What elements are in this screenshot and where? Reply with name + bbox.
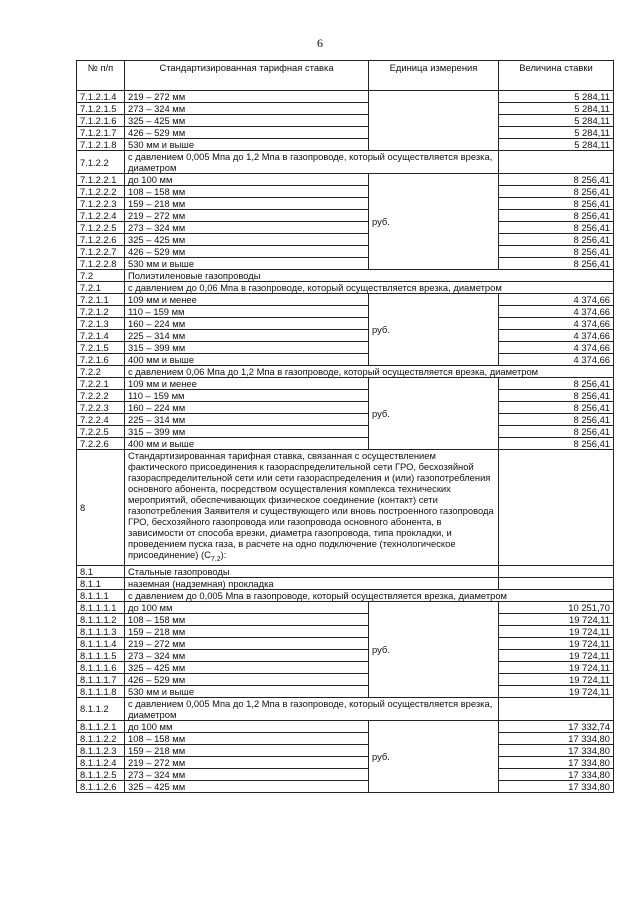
row-value: 17 334,80 (499, 744, 614, 756)
section-value-empty (499, 565, 614, 577)
section-title: Стальные газопроводы (125, 565, 499, 577)
row-code: 8.1.1.2.2 (77, 732, 125, 744)
section-value-empty (499, 151, 614, 174)
table-row (77, 306, 614, 318)
row-code: 7.1.2.2.3 (77, 198, 125, 210)
table-row (77, 115, 614, 127)
row-diameter: до 100 мм (125, 720, 369, 732)
row-code: 7.2.2.2 (77, 390, 125, 402)
table-row (77, 103, 614, 115)
row-diameter: 159 – 218 мм (125, 625, 369, 637)
table-row (77, 222, 614, 234)
row-value: 5 284,11 (499, 91, 614, 103)
row-code: 7.1.2.2.8 (77, 258, 125, 270)
row-value: 8 256,41 (499, 378, 614, 390)
section-value-empty (499, 577, 614, 589)
row-diameter: 110 – 159 мм (125, 390, 369, 402)
row-value: 17 334,80 (499, 732, 614, 744)
row-value: 19 724,11 (499, 637, 614, 649)
row-value: 8 256,41 (499, 246, 614, 258)
row-diameter: 160 – 224 мм (125, 318, 369, 330)
table-row (77, 780, 614, 792)
row-diameter: 530 мм и выше (125, 258, 369, 270)
table-row (77, 390, 614, 402)
row-diameter: 108 – 158 мм (125, 186, 369, 198)
row-value: 5 284,11 (499, 139, 614, 151)
table-row (77, 732, 614, 744)
section-row (77, 366, 614, 378)
row-diameter: 160 – 224 мм (125, 402, 369, 414)
row-value: 5 284,11 (499, 103, 614, 115)
row-value: 8 256,41 (499, 402, 614, 414)
row-value: 8 256,41 (499, 414, 614, 426)
row-diameter: 325 – 425 мм (125, 780, 369, 792)
row-code: 7.2.2.6 (77, 438, 125, 450)
row-diameter: 159 – 218 мм (125, 744, 369, 756)
table-row (77, 685, 614, 697)
row-value: 8 256,41 (499, 210, 614, 222)
row-diameter: 109 мм и менее (125, 378, 369, 390)
row-code: 7.1.2.1.6 (77, 115, 125, 127)
row-code: 7.1.2.2.4 (77, 210, 125, 222)
section-code: 7.2.1 (77, 282, 125, 294)
row-diameter: до 100 мм (125, 601, 369, 613)
row-value: 19 724,11 (499, 625, 614, 637)
row-diameter: 110 – 159 мм (125, 306, 369, 318)
table-row (77, 720, 614, 732)
row-diameter: 219 – 272 мм (125, 637, 369, 649)
table-row (77, 744, 614, 756)
table-row (77, 649, 614, 661)
row-value: 8 256,41 (499, 438, 614, 450)
table-row (77, 246, 614, 258)
row-value: 8 256,41 (499, 222, 614, 234)
row-unit: руб. (369, 720, 499, 792)
section-value-empty (499, 450, 614, 566)
row-diameter: 225 – 314 мм (125, 414, 369, 426)
row-code: 7.1.2.2.2 (77, 186, 125, 198)
section-title: наземная (надземная) прокладка (125, 577, 499, 589)
row-value: 8 256,41 (499, 426, 614, 438)
row-value: 4 374,66 (499, 306, 614, 318)
table-row (77, 139, 614, 151)
row-value: 8 256,41 (499, 234, 614, 246)
row-code: 7.2.1.2 (77, 306, 125, 318)
row-code: 7.1.2.1.5 (77, 103, 125, 115)
row-code: 7.2.2.1 (77, 378, 125, 390)
table-row (77, 426, 614, 438)
row-code: 8.1.1.1.8 (77, 685, 125, 697)
row-diameter: 325 – 425 мм (125, 234, 369, 246)
table-row (77, 756, 614, 768)
row-code: 7.2.1.4 (77, 330, 125, 342)
row-code: 8.1.1.2.3 (77, 744, 125, 756)
row-code: 7.1.2.1.7 (77, 127, 125, 139)
row-diameter: 426 – 529 мм (125, 246, 369, 258)
row-value: 5 284,11 (499, 115, 614, 127)
row-diameter: до 100 мм (125, 174, 369, 186)
row-diameter: 530 мм и выше (125, 139, 369, 151)
row-unit: руб. (369, 378, 499, 450)
row-diameter: 530 мм и выше (125, 685, 369, 697)
table-row (77, 330, 614, 342)
row-diameter: 400 мм и выше (125, 354, 369, 366)
section-code: 8.1 (77, 565, 125, 577)
row-value: 8 256,41 (499, 390, 614, 402)
section-title: с давлением 0,005 Мпа до 1,2 Мпа в газопроводе, который осуществляется врезка, диаметром (125, 151, 499, 174)
section-row (77, 151, 614, 174)
row-diameter: 225 – 314 мм (125, 330, 369, 342)
section-text-tail: ): (220, 549, 227, 560)
row-value: 4 374,66 (499, 354, 614, 366)
row-diameter: 273 – 324 мм (125, 222, 369, 234)
row-diameter: 325 – 425 мм (125, 661, 369, 673)
row-value: 17 334,80 (499, 768, 614, 780)
row-diameter: 315 – 399 мм (125, 426, 369, 438)
row-diameter: 109 мм и менее (125, 294, 369, 306)
table-row (77, 673, 614, 685)
row-code: 7.1.2.2.1 (77, 174, 125, 186)
tariff-table (76, 60, 614, 793)
row-diameter: 108 – 158 мм (125, 613, 369, 625)
table-row (77, 318, 614, 330)
row-value: 19 724,11 (499, 685, 614, 697)
table-row (77, 613, 614, 625)
row-code: 7.2.2.4 (77, 414, 125, 426)
table-row (77, 342, 614, 354)
row-code: 8.1.1.2.5 (77, 768, 125, 780)
section-subscript: 7.2 (210, 555, 221, 563)
page-number: 6 (317, 36, 323, 50)
row-code: 8.1.1.1.3 (77, 625, 125, 637)
section-code: 8.1.1.2 (77, 697, 125, 720)
section-row (77, 450, 614, 566)
row-diameter: 219 – 272 мм (125, 91, 369, 103)
row-value: 17 334,80 (499, 780, 614, 792)
section-row (77, 565, 614, 577)
header-unit: Единица измерения (369, 61, 499, 91)
table-row (77, 601, 614, 613)
section-row (77, 270, 614, 282)
section-title: с давлением до 0,005 Мпа в газопроводе, который осуществляется врезка, диаметром (125, 589, 614, 601)
row-unit: руб. (369, 601, 499, 697)
table-row (77, 625, 614, 637)
row-code: 8.1.1.1.4 (77, 637, 125, 649)
row-code: 8.1.1.1.6 (77, 661, 125, 673)
table-header-row (77, 61, 614, 91)
header-num: № п/п (77, 61, 125, 91)
section-row (77, 282, 614, 294)
section-row (77, 589, 614, 601)
row-code: 8.1.1.2.1 (77, 720, 125, 732)
row-value: 4 374,66 (499, 330, 614, 342)
section-row (77, 577, 614, 589)
section-title: с давлением 0,06 Мпа до 1,2 Мпа в газопроводе, который осуществляется врезка, диаметром (125, 366, 614, 378)
section-code: 8.1.1 (77, 577, 125, 589)
row-code: 8.1.1.1.2 (77, 613, 125, 625)
table-row (77, 91, 614, 103)
row-value: 17 332,74 (499, 720, 614, 732)
row-diameter: 159 – 218 мм (125, 198, 369, 210)
section-title: Полиэтиленовые газопроводы (125, 270, 614, 282)
table-row (77, 234, 614, 246)
table-row (77, 378, 614, 390)
row-diameter: 325 – 425 мм (125, 115, 369, 127)
row-code: 7.2.1.1 (77, 294, 125, 306)
row-value: 8 256,41 (499, 174, 614, 186)
section-row (77, 697, 614, 720)
table-row (77, 438, 614, 450)
row-unit (369, 91, 499, 151)
table-row (77, 414, 614, 426)
row-diameter: 315 – 399 мм (125, 342, 369, 354)
section-text: Стандартизированная тарифная ставка, связанная с осуществлением фактического присоединения к газораспределительной сети ГРО, бесхозяйной газораспределительной сети или сети газораспределения и (или) газопотребления основного абонента, посредством осуществления комплекса технических мероприятий, обеспечивающих физическое соединение (контакт) сети газопотребления Заявителя и существующего или вновь построенного газопровода ГРО, бесхозяйного газопровода или газопровода основного абонента, в зависимости от способа врезки, диаметра газопровода, типа прокладки, и проведением пуска газа, в расчете на одно подключение (технологическое присоединение) (C (128, 450, 494, 560)
row-value: 19 724,11 (499, 649, 614, 661)
row-value: 4 374,66 (499, 342, 614, 354)
table-body (77, 91, 614, 793)
row-value: 10 251,70 (499, 601, 614, 613)
row-diameter: 273 – 324 мм (125, 649, 369, 661)
row-diameter: 219 – 272 мм (125, 756, 369, 768)
table-row (77, 402, 614, 414)
row-code: 8.1.1.2.4 (77, 756, 125, 768)
section-code: 7.1.2.2 (77, 151, 125, 174)
row-code: 7.2.1.6 (77, 354, 125, 366)
row-value: 5 284,11 (499, 127, 614, 139)
row-value: 8 256,41 (499, 198, 614, 210)
row-code: 7.2.2.3 (77, 402, 125, 414)
row-code: 7.1.2.2.5 (77, 222, 125, 234)
row-value: 17 334,80 (499, 756, 614, 768)
header-rate: Стандартизированная тарифная ставка (125, 61, 369, 91)
table-row (77, 294, 614, 306)
table-row (77, 637, 614, 649)
row-code: 8.1.1.1.1 (77, 601, 125, 613)
table-row (77, 186, 614, 198)
row-value: 19 724,11 (499, 661, 614, 673)
section-title: с давлением 0,005 Мпа до 1,2 Мпа в газопроводе, который осуществляется врезка, диаметром (125, 697, 499, 720)
table-row (77, 198, 614, 210)
row-value: 19 724,11 (499, 613, 614, 625)
row-unit: руб. (369, 174, 499, 270)
row-value: 8 256,41 (499, 258, 614, 270)
row-diameter: 108 – 158 мм (125, 732, 369, 744)
row-code: 8.1.1.1.5 (77, 649, 125, 661)
section-title (125, 450, 499, 566)
row-diameter: 273 – 324 мм (125, 103, 369, 115)
section-code: 7.2 (77, 270, 125, 282)
row-code: 7.1.2.1.8 (77, 139, 125, 151)
row-code: 7.1.2.1.4 (77, 91, 125, 103)
table-row (77, 661, 614, 673)
row-code: 7.2.1.3 (77, 318, 125, 330)
row-diameter: 426 – 529 мм (125, 127, 369, 139)
row-code: 8.1.1.1.7 (77, 673, 125, 685)
table-row (77, 768, 614, 780)
table-row (77, 354, 614, 366)
row-code: 7.2.1.5 (77, 342, 125, 354)
row-value: 4 374,66 (499, 318, 614, 330)
row-diameter: 426 – 529 мм (125, 673, 369, 685)
section-title: с давлением до 0,06 Мпа в газопроводе, который осуществляется врезка, диаметром (125, 282, 614, 294)
header-value: Величина ставки (499, 61, 614, 91)
row-unit: руб. (369, 294, 499, 366)
row-value: 4 374,66 (499, 294, 614, 306)
table-row (77, 174, 614, 186)
row-value: 8 256,41 (499, 186, 614, 198)
table-row (77, 210, 614, 222)
row-diameter: 219 – 272 мм (125, 210, 369, 222)
row-code: 7.2.2.5 (77, 426, 125, 438)
section-code: 8.1.1.1 (77, 589, 125, 601)
row-code: 7.1.2.2.7 (77, 246, 125, 258)
row-code: 7.1.2.2.6 (77, 234, 125, 246)
section-code: 8 (77, 450, 125, 566)
table-row (77, 127, 614, 139)
section-value-empty (499, 697, 614, 720)
table-row (77, 258, 614, 270)
row-code: 8.1.1.2.6 (77, 780, 125, 792)
row-diameter: 273 – 324 мм (125, 768, 369, 780)
row-value: 19 724,11 (499, 673, 614, 685)
section-code: 7.2.2 (77, 366, 125, 378)
row-diameter: 400 мм и выше (125, 438, 369, 450)
